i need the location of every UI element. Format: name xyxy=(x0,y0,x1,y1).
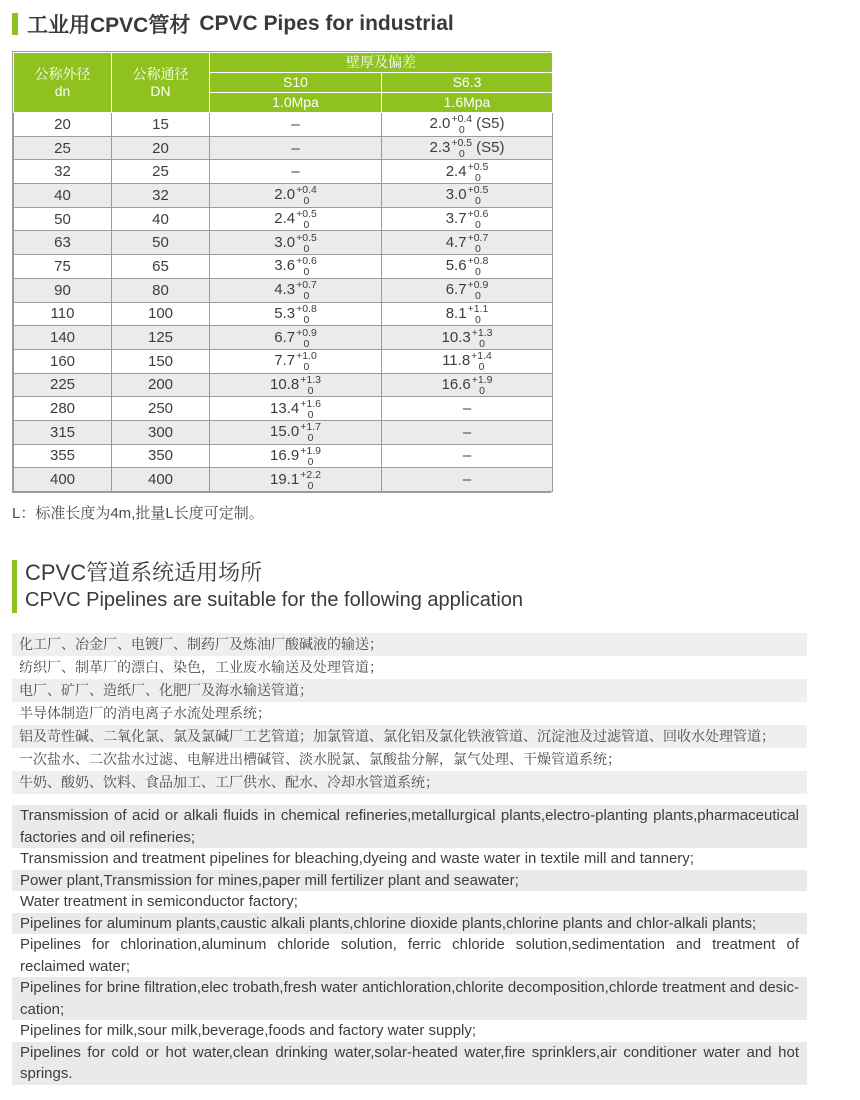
tolerance-stack: +0.5 0 xyxy=(467,160,489,184)
s10-thickness-cell xyxy=(210,160,382,184)
spec-table-row xyxy=(14,468,553,492)
spec-table-row xyxy=(14,420,553,444)
tolerance-stack: +0.9 0 xyxy=(467,279,489,303)
application-paragraph-en: Water treatment in semiconductor factory; xyxy=(20,893,298,911)
dn-cell: 32 xyxy=(14,160,112,184)
spec-table-row xyxy=(14,278,553,302)
tolerance-stack: +0.7 0 xyxy=(467,231,489,255)
s63-thickness-cell xyxy=(382,468,553,492)
thickness-value: 10.8 xyxy=(270,375,300,393)
tolerance-stack: +1.6 0 xyxy=(300,397,321,421)
thickness-value: 2.4 xyxy=(445,162,467,180)
tolerance-stack: +0.9 0 xyxy=(296,326,317,350)
page-title xyxy=(12,9,860,39)
dn-cell: 140 xyxy=(14,326,112,350)
application-paragraph-en: Pipelines for chlorination,aluminum chloride solution, ferric chloride solution,sedimentation and treatment of reclaimed water; xyxy=(20,936,799,975)
thickness-value: 2.4 xyxy=(274,210,296,228)
DN-cell: 25 xyxy=(112,160,210,184)
tolerance-stack: +1.3 0 xyxy=(300,373,321,397)
thickness-value: 4.3 xyxy=(274,281,296,299)
s63-thickness-cell xyxy=(382,420,553,444)
dn-cell: 63 xyxy=(14,231,112,255)
applications-zh-list xyxy=(12,633,807,794)
spec-table-row xyxy=(14,349,553,373)
thickness-value: 4.7 xyxy=(445,233,467,251)
application-paragraph-en: Power plant,Transmission for mines,paper mill fertilizer plant and seawater; xyxy=(12,870,807,892)
DN-cell: 20 xyxy=(112,136,210,160)
tolerance-stack: +0.4 0 xyxy=(296,184,317,208)
section-title-zh: CPVC管道系统适用场所 xyxy=(25,560,263,585)
tolerance-stack: +0.5 0 xyxy=(296,208,317,232)
application-paragraph-en: Transmission and treatment pipelines for bleaching,dyeing and waste water in textile mill and tannery; xyxy=(20,850,694,868)
application-line-zh: 一次盐水、二次盐水过滤、电解进出槽碱管、淡水脱氯、氯酸盐分解，氯气处理、干燥管道系统； xyxy=(19,751,621,768)
tolerance-stack: +1.9 0 xyxy=(471,373,493,397)
s63-thickness-cell xyxy=(382,278,553,302)
dn-cell: 25 xyxy=(14,136,112,160)
DN-cell: 125 xyxy=(112,326,210,350)
tolerance-stack: +0.5 0 xyxy=(467,184,489,208)
application-paragraph-en: Pipelines for milk,sour milk,beverage,foods and factory water supply; xyxy=(20,1022,477,1040)
s10-thickness-cell xyxy=(210,302,382,326)
spec-table-row xyxy=(14,231,553,255)
thickness-value: 16.9 xyxy=(270,446,300,464)
tolerance-stack: +0.5 0 xyxy=(451,137,473,161)
dn-cell: 90 xyxy=(14,278,112,302)
s10-thickness-cell xyxy=(210,255,382,279)
thickness-value: 2.0 xyxy=(429,115,451,133)
application-paragraph-en: Transmission of acid or alkali fluids in chemical refineries,metallurgical plants,electro-planting plants,pharmaceutical factories and oil refineries; xyxy=(12,805,807,848)
header-wall-thickness: 壁厚及偏差 xyxy=(210,53,553,73)
series-suffix: (S5) xyxy=(476,139,505,156)
pipe-spec-table-wrap xyxy=(12,51,551,493)
dn-cell: 20 xyxy=(14,113,112,137)
s63-thickness-cell xyxy=(382,231,553,255)
thickness-value: 6.7 xyxy=(445,281,467,299)
thickness-value: 10.3 xyxy=(441,328,471,346)
spec-table-row xyxy=(14,113,553,137)
tolerance-stack: +1.1 0 xyxy=(467,302,489,326)
header-outer-diameter-zh: 公称外径 xyxy=(34,65,91,82)
table-note: L：标准长度为4m,批量L长度可定制。 xyxy=(12,505,264,522)
tolerance-stack: +0.8 0 xyxy=(296,302,317,326)
thickness-value: 5.6 xyxy=(445,257,467,275)
spec-table-row xyxy=(14,255,553,279)
header-outer-diameter xyxy=(14,53,112,113)
thickness-value: 7.7 xyxy=(274,352,296,370)
DN-cell: 65 xyxy=(112,255,210,279)
thickness-value: 8.1 xyxy=(445,304,467,322)
s10-thickness-cell xyxy=(210,113,382,137)
header-nominal-diameter-zh: 公称通径 xyxy=(132,65,189,82)
spec-table-row xyxy=(14,136,553,160)
tolerance-stack: +1.0 0 xyxy=(296,350,317,374)
tolerance-stack: +0.7 0 xyxy=(296,279,317,303)
s63-thickness-cell xyxy=(382,326,553,350)
s10-thickness-cell xyxy=(210,373,382,397)
s10-thickness-cell xyxy=(210,207,382,231)
DN-cell: 32 xyxy=(112,184,210,208)
spec-table-row xyxy=(14,373,553,397)
tolerance-stack: +1.9 0 xyxy=(300,444,321,468)
dn-cell: 280 xyxy=(14,397,112,421)
s10-thickness-cell xyxy=(210,184,382,208)
dn-cell: 160 xyxy=(14,349,112,373)
thickness-value: 13.4 xyxy=(270,399,300,417)
s63-thickness-cell xyxy=(382,349,553,373)
series-suffix: (S5) xyxy=(476,115,505,133)
s63-thickness-cell xyxy=(382,184,553,208)
application-line-zh: 化工厂、冶金厂、电镀厂、制药厂及炼油厂酸碱液的输送； xyxy=(12,633,807,656)
dn-cell: 110 xyxy=(14,302,112,326)
dn-cell: 40 xyxy=(14,184,112,208)
DN-cell: 80 xyxy=(112,278,210,302)
no-value-dash: – xyxy=(462,400,472,418)
s10-thickness-cell xyxy=(210,349,382,373)
s10-thickness-cell xyxy=(210,326,382,350)
thickness-value: 11.8 xyxy=(442,352,471,370)
s63-thickness-cell xyxy=(382,113,553,137)
tolerance-stack: +0.4 0 xyxy=(451,113,473,137)
DN-cell: 250 xyxy=(112,397,210,421)
thickness-value: 6.7 xyxy=(274,328,296,346)
section-titles xyxy=(25,560,523,613)
thickness-value: 5.3 xyxy=(274,304,296,322)
application-paragraph-en: Pipelines for aluminum plants,caustic alkali plants,chlorine dioxide plants,chlorine plants and chlor-alkali plants; xyxy=(12,913,807,935)
s10-thickness-cell xyxy=(210,136,382,160)
DN-cell: 200 xyxy=(112,373,210,397)
thickness-value: 3.6 xyxy=(274,257,296,275)
section-header xyxy=(12,560,860,613)
no-value-dash: – xyxy=(462,471,472,489)
DN-cell: 15 xyxy=(112,113,210,137)
s10-thickness-cell xyxy=(210,468,382,492)
tolerance-stack: +1.7 0 xyxy=(300,421,321,445)
s63-thickness-cell xyxy=(382,444,553,468)
thickness-value: 19.1 xyxy=(270,470,300,488)
tolerance-stack: +2.2 0 xyxy=(300,468,321,492)
spec-table-row xyxy=(14,326,553,350)
tolerance-stack: +0.6 0 xyxy=(296,255,317,279)
dn-cell: 50 xyxy=(14,207,112,231)
spec-table-row xyxy=(14,302,553,326)
no-value-dash: – xyxy=(291,139,300,157)
s10-thickness-cell xyxy=(210,278,382,302)
application-line-zh: 纺织厂、制革厂的漂白、染色，工业废水输送及处理管道； xyxy=(19,659,383,676)
pipe-spec-table xyxy=(13,52,553,492)
page-title-en: CPVC Pipes for industrial xyxy=(199,12,454,35)
tolerance-stack: +0.5 0 xyxy=(296,231,317,255)
DN-cell: 400 xyxy=(112,468,210,492)
no-value-dash: – xyxy=(462,447,472,465)
application-line-zh: 铝及苛性碱、二氧化氯、氯及氯碱厂工艺管道；加氯管道、氯化铝及氯化铁液管道、沉淀池及过滤管道、回收水处理管道； xyxy=(12,725,807,748)
spec-table-row xyxy=(14,207,553,231)
header-s63: S6.3 xyxy=(382,73,553,93)
header-s10: S10 xyxy=(210,73,382,93)
applications-en-list xyxy=(12,805,807,1085)
dn-cell: 75 xyxy=(14,255,112,279)
thickness-value: 3.7 xyxy=(445,210,467,228)
s10-thickness-cell xyxy=(210,444,382,468)
DN-cell: 350 xyxy=(112,444,210,468)
thickness-value: 2.0 xyxy=(274,186,296,204)
tolerance-stack: +0.6 0 xyxy=(467,208,489,232)
no-value-dash: – xyxy=(462,423,472,441)
thickness-value: 2.3 xyxy=(429,139,451,156)
application-line-zh: 电厂、矿厂、造纸厂、化肥厂及海水输送管道； xyxy=(12,679,807,702)
DN-cell: 300 xyxy=(112,420,210,444)
section-accent-bar xyxy=(12,560,17,613)
section-title-en: CPVC Pipelines are suitable for the following application xyxy=(25,589,524,612)
s10-thickness-cell xyxy=(210,420,382,444)
s63-thickness-cell xyxy=(382,136,553,160)
tolerance-stack: +1.4 0 xyxy=(471,350,492,374)
thickness-value: 3.0 xyxy=(445,186,467,204)
header-s63-pressure: 1.6Mpa xyxy=(382,93,553,113)
header-nominal-diameter xyxy=(112,53,210,113)
page xyxy=(0,9,860,1085)
header-outer-diameter-symbol: dn xyxy=(54,82,71,99)
application-paragraph-en: Pipelines for brine filtration,elec trobath,fresh water antichloration,chlorite decomposition,chlorde treatment and desic-cation; xyxy=(12,977,807,1020)
s63-thickness-cell xyxy=(382,373,553,397)
spec-table-row xyxy=(14,397,553,421)
DN-cell: 100 xyxy=(112,302,210,326)
application-paragraph-en: Pipelines for cold or hot water,clean drinking water,solar-heated water,fire sprinklers,air conditioner water and hot springs. xyxy=(12,1042,807,1085)
s63-thickness-cell xyxy=(382,160,553,184)
s63-thickness-cell xyxy=(382,255,553,279)
spec-table-row xyxy=(14,184,553,208)
spec-table-row xyxy=(14,160,553,184)
dn-cell: 400 xyxy=(14,468,112,492)
thickness-value: 15.0 xyxy=(270,423,300,441)
spec-table-row xyxy=(14,444,553,468)
DN-cell: 150 xyxy=(112,349,210,373)
tolerance-stack: +1.3 0 xyxy=(471,326,493,350)
s10-thickness-cell xyxy=(210,397,382,421)
header-s10-pressure: 1.0Mpa xyxy=(210,93,382,113)
DN-cell: 50 xyxy=(112,231,210,255)
DN-cell: 40 xyxy=(112,207,210,231)
no-value-dash: – xyxy=(291,163,300,181)
application-line-zh: 半导体制造厂的消电离子水流处理系统； xyxy=(19,705,271,722)
no-value-dash: – xyxy=(291,115,300,133)
dn-cell: 225 xyxy=(14,373,112,397)
s63-thickness-cell xyxy=(382,207,553,231)
dn-cell: 315 xyxy=(14,420,112,444)
page-title-zh: 工业用CPVC管材 xyxy=(27,14,191,37)
dn-cell: 355 xyxy=(14,444,112,468)
tolerance-stack: +0.8 0 xyxy=(467,255,489,279)
header-nominal-diameter-symbol: DN xyxy=(150,82,171,99)
s63-thickness-cell xyxy=(382,397,553,421)
thickness-value: 3.0 xyxy=(274,233,296,251)
title-accent-bar xyxy=(12,13,18,35)
application-line-zh: 牛奶、酸奶、饮料、食品加工、工厂供水、配水、冷却水管道系统； xyxy=(12,771,807,794)
s63-thickness-cell xyxy=(382,302,553,326)
s10-thickness-cell xyxy=(210,231,382,255)
thickness-value: 16.6 xyxy=(441,375,471,393)
